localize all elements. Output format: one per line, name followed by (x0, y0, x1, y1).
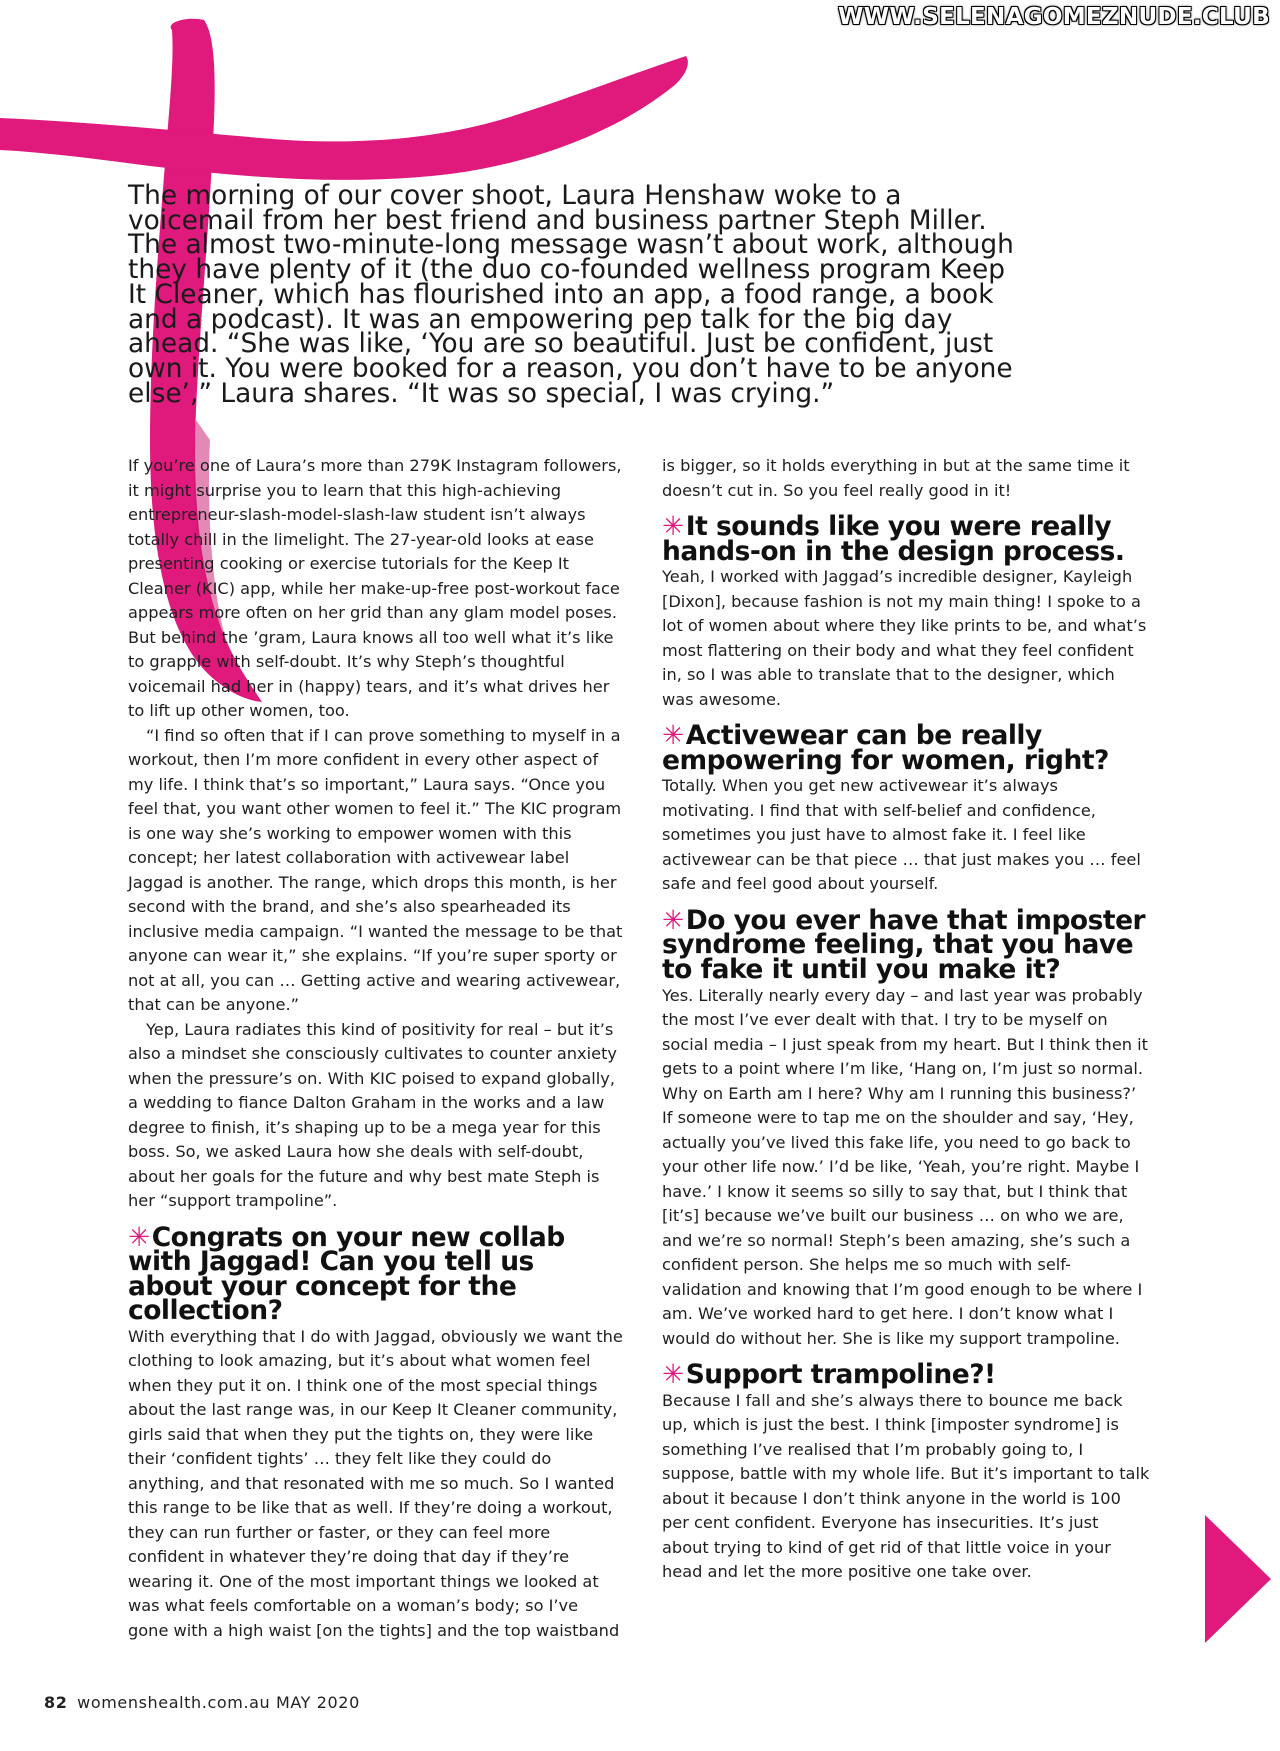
asterisk-icon: ✳ (128, 1221, 150, 1253)
intro-paragraph: The morning of our cover shoot, Laura Henshaw woke to a voicemail from her best friend and business partner Steph Miller. The almost two-minute-long message wasn’t about work, although they have plenty of it (the duo co-founded wellness program Keep It Cleaner, which has flourished into an app, a food range, a book and a podcast). It was an empowering pep talk for the big day ahead. “She was like, ‘You are so beautiful. Just be confident, just own it. You were booked for a reason, you don’t have to be anyone else’,” Laura shares. “It was so special, I was crying.” (128, 180, 1014, 409)
asterisk-icon: ✳ (662, 511, 684, 542)
answer-paragraph: With everything that I do with Jaggad, obviously we want the clothing to look amazing, but it’s about what women feel when they put it on. I think one of the most special things about the last range was, in our Keep It Cleaner community, girls said that when they put the tights on, they were like their ‘confident tights’ … they felt like they could do anything, and that resonated with me so much. So I wanted this range to be like that as well. If they’re doing a workout, they can run further or faster, or they can feel more confident in whatever they’re doing that day if they’re wearing it. One of the most important things we looked at was what feels comfortable on a woman’s body; so I’ve gone with a high waist [on the tights] and the top waistband (128, 1326, 623, 1640)
answer-paragraph: Yes. Literally nearly every day – and last year was probably the most I’ve ever dealt with that. I try to be myself on social media – I just speak from my heart. But I think then it gets to a point where I’m like, ‘Hang on, I’m just so normal. Why on Earth am I here? Why am I running this business?’ If someone were to tap me on the shoulder and say, ‘Hey, actually you’ve lived this fake life, you need to go back to your other life now.’ I’d be like, ‘Yeah, you’re right. Maybe I have.’ I know it seems so silly to say that, but I think that [it’s] because we’ve built our business … on who we are, and we’re so normal! Steph’s been amazing, she’s such a confident person. She helps me so much with self-validation and knowing that I’m good enough to be where I am. We’ve worked hard to get here. I don’t know what I would do without her. She is like my support trampoline. (662, 985, 1149, 1348)
asterisk-icon: ✳ (662, 904, 684, 936)
question-heading: ✳Do you ever have that imposter syndrome feeling, that you have to fake it until you make it? (662, 904, 1146, 986)
question-heading: ✳Activewear can be really empowering for women, right? (662, 720, 1109, 776)
body-paragraph: If you’re one of Laura’s more than 279K Instagram followers, it might surprise you to learn that this high-achieving entrepreneur-slash-model-slash-law student isn’t always totally chill in the limelight. The 27-year-old looks at ease presenting cooking or exercise tutorials for the Keep It Cleaner (KIC) app, while her make-up-free post-workout face appears more often on her grid than any glam model poses. But behind the ’gram, Laura knows all too well what it’s like to grapple with self-doubt. It’s why Steph’s thoughtful voicemail had her in (happy) tears, and it’s what drives her to lift up other women, too. (128, 456, 622, 720)
body-paragraph: “I find so often that if I can prove something to myself in a workout, then I’m more confident in every other aspect of my life. I think that’s so important,” Laura says. “Once you feel that, you want other women to feel it.” The KIC program is one way she’s working to empower women with this concept; her latest collaboration with activewear label Jaggad is another. The range, which drops this month, is her second with the brand, and she’s also spearheaded its inclusive media campaign. “I wanted the message to be that anyone can wear it,” she explains. “If you’re super sporty or not at all, you can … Getting active and wearing activewear, that can be anyone.” (128, 725, 623, 1014)
asterisk-icon: ✳ (662, 1359, 684, 1391)
asterisk-icon: ✳ (662, 720, 684, 752)
page-footer (44, 1693, 360, 1712)
question-heading: ✳Support trampoline?! (662, 1359, 996, 1391)
watermark: WWW.SELENAGOMEZNUDE.CLUB (838, 4, 1270, 30)
answer-paragraph: is bigger, so it holds everything in but at the same time it doesn’t cut in. So you feel really good in it! (662, 456, 1130, 500)
answer-paragraph: Yeah, I worked with Jaggad’s incredible designer, Kayleigh [Dixon], because fashion is not my main thing! I spoke to a lot of women about where they like prints to be, and what’s most flattering on their body and what they feel confident in, so I was able to translate that to the designer, which was awesome. (662, 567, 1147, 709)
body-paragraph: Yep, Laura radiates this kind of positivity for real – but it’s also a mindset she consciously cultivates to counter anxiety when the pressure’s on. With KIC poised to expand globally, a wedding to fiance Dalton Graham in the works and a law degree to finish, it’s shaping up to be a mega year for this boss. So, we asked Laura how she deals with self-doubt, about her goals for the future and why best mate Steph is her “support trampoline”. (128, 1019, 618, 1210)
answer-paragraph: Because I fall and she’s always there to bounce me back up, which is just the best. I think [imposter syndrome] is something I’ve realised that I’m probably going to, I suppose, battle with my whole life. But it’s important to talk about it because I don’t think anyone in the world is 100 per cent confident. Everyone has insecurities. It’s just about trying to kind of get rid of that little voice in your head and let the more positive one take over. (662, 1390, 1150, 1582)
question-heading: ✳It sounds like you were really hands-on in the design process. (662, 511, 1125, 567)
right-column (662, 454, 1150, 1585)
question-heading: ✳Congrats on your new collab with Jaggad! Can you tell us about your concept for the collection? (128, 1221, 565, 1327)
page-number: 82 (44, 1693, 68, 1712)
left-column (128, 454, 623, 1643)
footer-text: womenshealth.com.au MAY 2020 (77, 1693, 360, 1712)
answer-paragraph: Totally. When you get new activewear it’s always motivating. I find that with self-belief and confidence, sometimes you just have to almost fake it. I feel like activewear can be that piece … that just makes you … feel safe and feel good about yourself. (662, 776, 1141, 894)
pink-triangle-arrow-icon (1205, 1515, 1275, 1643)
